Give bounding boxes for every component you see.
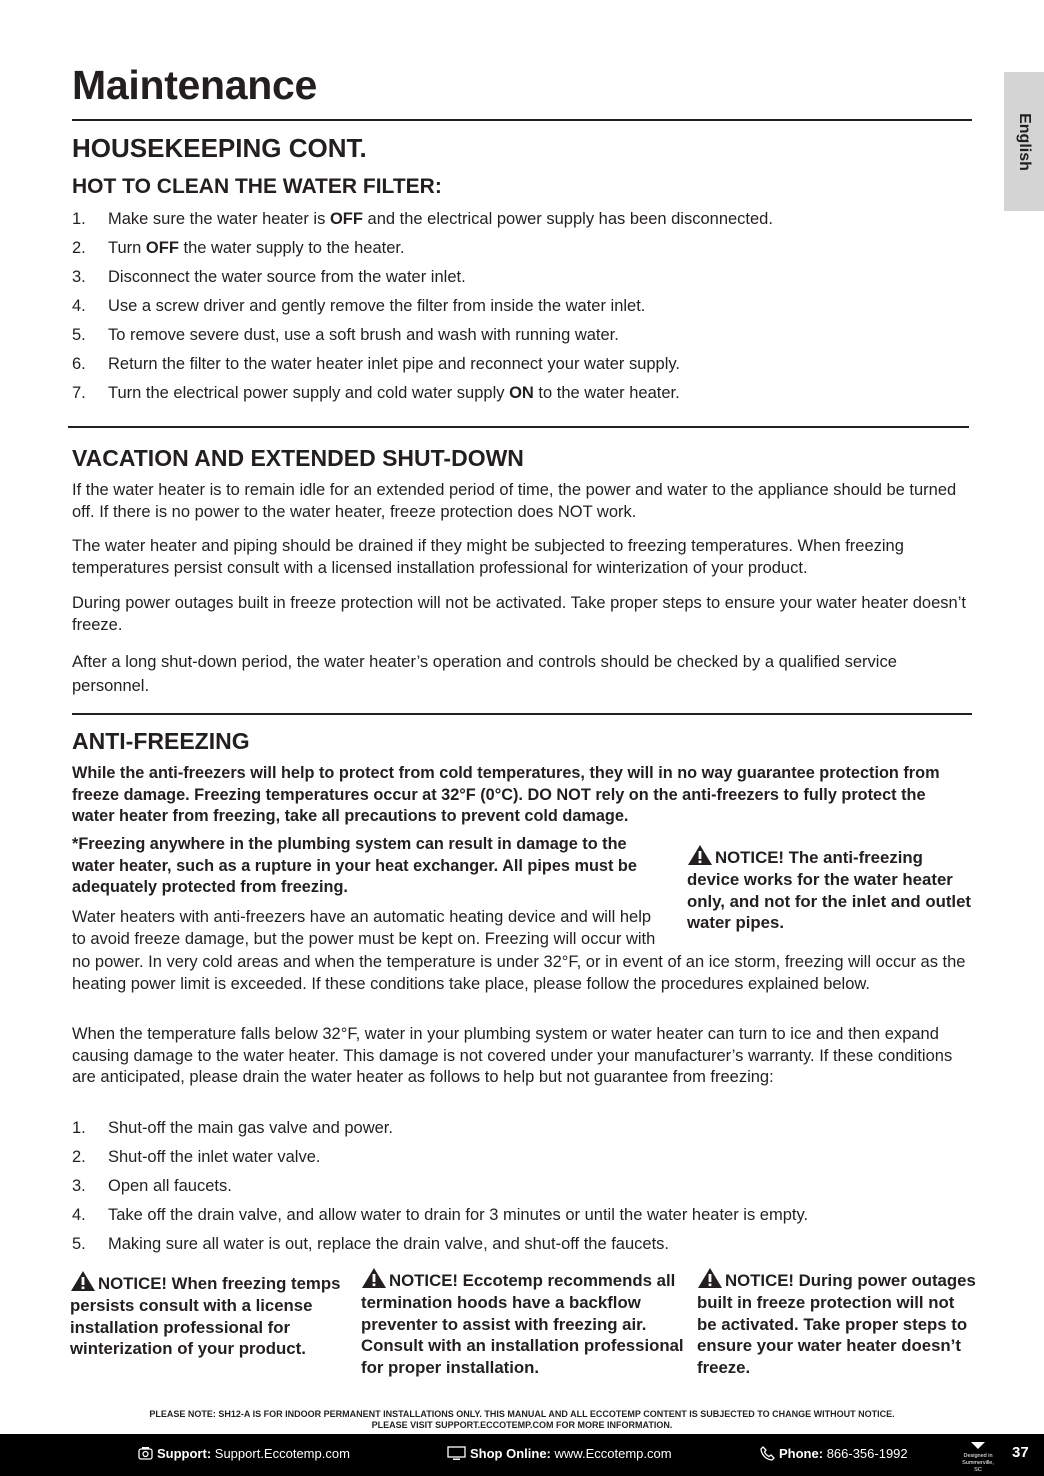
- language-tab: [1004, 72, 1044, 211]
- warning-icon: [697, 1267, 723, 1289]
- warning-icon: [70, 1270, 96, 1292]
- footer-support[interactable]: Support: Support.Eccotemp.com: [138, 1446, 350, 1461]
- page-title: Maintenance: [72, 62, 318, 108]
- drain-steps: [72, 1118, 972, 1263]
- drain-paragraph: When the temperature falls below 32°F, water in your plumbing system or water heater can turn to ice and then expand causing damage to the water heater. This damage is not covered under your manufacturer’s warranty. If these conditions are anticipated, please drain the water heater as follows to help but not guarantee from freezing:: [72, 1025, 953, 1086]
- anti-freezer-paragraph: Water heaters with anti-freezers have an automatic heating device and will help to avoid freeze damage, but the power must be kept on. Freezing will occur with no power. In very cold areas and when the temperature is under 32°F, or in event of an ice storm, freezing will occur as the heating power limit is exceeded. If these conditions take place, please follow the procedures explained below.: [72, 908, 966, 993]
- anti-freezing-heading: ANTI-FREEZING: [72, 728, 250, 754]
- list-item: 3. Disconnect the water source from the water inlet.: [72, 268, 466, 286]
- plumbing-note: *Freezing anywhere in the plumbing system can result in damage to the water heater, such as a rupture in your heat exchanger. All pipes must be adequately protected from freezing.: [72, 835, 637, 896]
- list-item: 4. Take off the drain valve, and allow water to drain for 3 minutes or until the water heater is empty.: [72, 1206, 809, 1224]
- water-filter-steps: [72, 209, 972, 412]
- list-item: 7. Turn the electrical power supply and cold water supply ON to the water heater.: [72, 384, 680, 402]
- section-divider: [72, 713, 972, 715]
- notice-winterization: NOTICE! When freezing temps persists consult with a license installation professional for winterization of your product.: [70, 1270, 345, 1360]
- list-item: 3. Open all faucets.: [72, 1177, 232, 1195]
- anti-freezing-warning: While the anti-freezers will help to protect from cold temperatures, they will in no way guarantee protection from freeze damage. Freezing temperatures occur at 32°F (0°C). DO NOT rely on the anti-freezers to fully protect the water heater from freezing, take all precautions to prevent cold damage.: [72, 764, 940, 825]
- vacation-paragraph: If the water heater is to remain idle for an extended period of time, the power and water to the appliance should be turned off. If there is no power to the water heater, freeze protection does NOT work.: [72, 481, 957, 521]
- list-item: 4. Use a screw driver and gently remove the filter from inside the water inlet.: [72, 297, 646, 315]
- monitor-icon: [447, 1446, 466, 1461]
- footer-phone[interactable]: Phone: 866-356-1992: [760, 1446, 908, 1461]
- notice-power-outage: NOTICE! During power outages built in freeze protection will not be activated. Take proper steps to ensure your water heater doesn’t freeze.: [697, 1267, 977, 1379]
- title-divider: [72, 119, 972, 121]
- housekeeping-heading: HOUSEKEEPING CONT.: [72, 133, 367, 163]
- phone-icon: [760, 1446, 775, 1461]
- vacation-paragraph: During power outages built in freeze protection will not be activated. Take proper steps to ensure your water heater doesn’t freeze.: [72, 594, 966, 634]
- anti-freezer-paragraph-wrap: [72, 906, 972, 995]
- warning-icon: [361, 1267, 387, 1289]
- list-item: 6. Return the filter to the water heater inlet pipe and reconnect your water supply.: [72, 355, 681, 373]
- warning-icon: [687, 844, 713, 866]
- list-item: 1. Make sure the water heater is OFF and the electrical power supply has been disconnected.: [72, 210, 773, 228]
- page-number: 37: [1012, 1444, 1029, 1461]
- support-icon: [138, 1446, 153, 1461]
- vacation-heading: VACATION AND EXTENDED SHUT-DOWN: [72, 445, 524, 471]
- side-notice: NOTICE! The anti-freezing device works for the water heater only, and not for the inlet and outlet water pipes.: [687, 844, 979, 934]
- section-divider: [68, 426, 969, 428]
- list-item: 5. Making sure all water is out, replace the drain valve, and shut-off the faucets.: [72, 1235, 669, 1253]
- vacation-paragraph: The water heater and piping should be drained if they might be subjected to freezing temperatures. When freezing temperatures persist consult with a licensed installation professional for winterization of your product.: [72, 537, 904, 577]
- language-tab-label: English: [1016, 112, 1033, 171]
- footer-bar: [0, 1434, 1044, 1476]
- list-item: 1. Shut-off the main gas valve and power.: [72, 1119, 393, 1137]
- water-filter-subheading: HOT TO CLEAN THE WATER FILTER:: [72, 175, 442, 198]
- palmetto-icon: [970, 1440, 986, 1450]
- list-item: 2. Turn OFF the water supply to the heater.: [72, 239, 405, 257]
- vacation-paragraph: After a long shut-down period, the water heater’s operation and controls should be checked by a qualified service personnel.: [72, 653, 897, 695]
- footer-shop[interactable]: Shop Online: www.Eccotemp.com: [447, 1446, 672, 1461]
- list-item: 5. To remove severe dust, use a soft brush and wash with running water.: [72, 326, 619, 344]
- float-spacer: [662, 906, 972, 948]
- list-item: 2. Shut-off the inlet water valve.: [72, 1148, 321, 1166]
- designed-in-badge: Designed in Summerville, SC: [958, 1440, 998, 1474]
- notice-backflow: NOTICE! Eccotemp recommends all termination hoods have a backflow preventer to assist with freezing air. Consult with an installation professional for proper installation.: [361, 1267, 691, 1379]
- footnote: PLEASE NOTE: SH12-A IS FOR INDOOR PERMANENT INSTALLATIONS ONLY. THIS MANUAL AND ALL ECCOTEMP CONTENT IS SUBJECTED TO CHANGE WITHOUT NOTICE. PLEASE VISIT SUPPORT.ECCOTEMP.COM FOR MORE INFORMATION.: [149, 1409, 895, 1430]
